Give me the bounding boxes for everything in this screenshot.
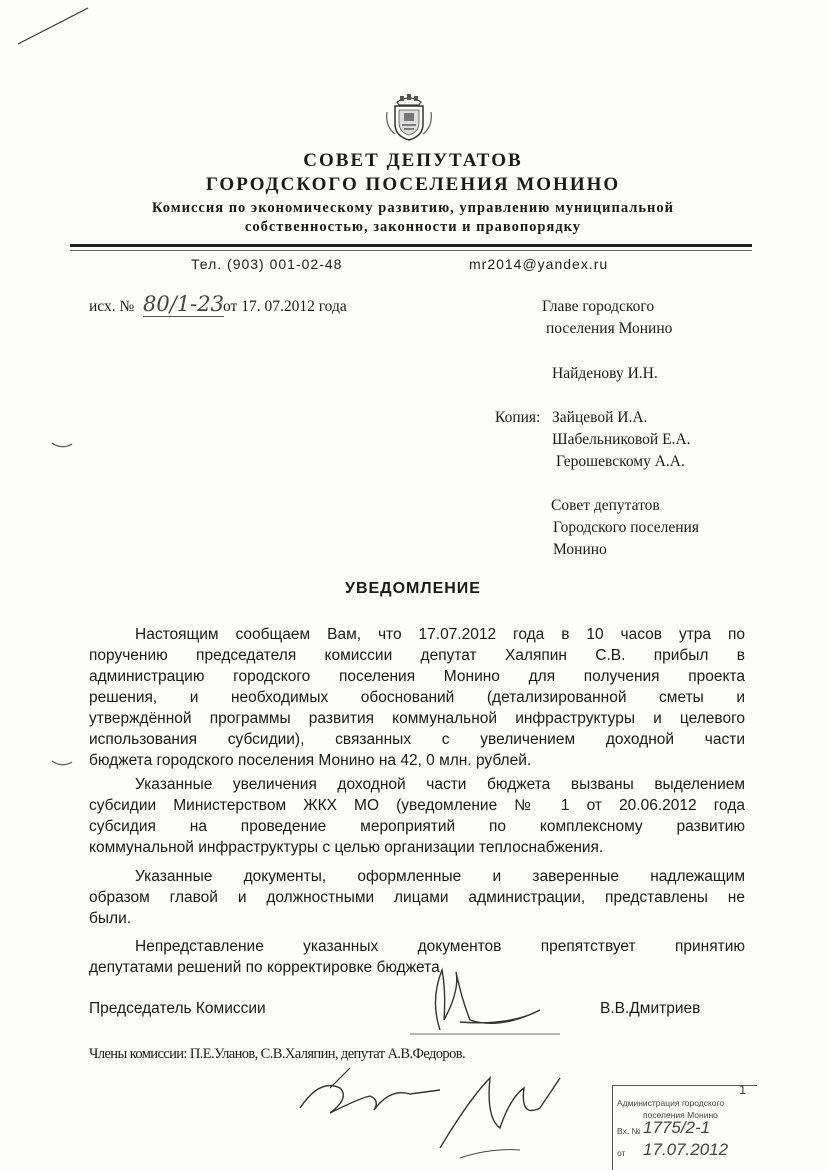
p1-line-4: решения, и необходимых обоснований (детализированной сметы и: [89, 689, 745, 706]
org-title-2: ГОРОДСКОГО ПОСЕЛЕНИЯ МОНИНО: [205, 174, 621, 195]
p1-line-3: администрацию городского поселения Монино для получения проекта: [89, 668, 745, 685]
addressee-name: Найденову И.Н.: [552, 365, 658, 382]
commission-members: Члены комиссии: П.Е.Уланов, С.В.Халяпин, депутат А.В.Федоров.: [89, 1046, 465, 1062]
addressee-line-1: Главе городского: [542, 298, 655, 315]
stamp-in-number: 1775/2-1: [643, 1118, 711, 1137]
p1-line-7: бюджета городского поселения Монино на 42, 0 млн. рублей.: [89, 752, 532, 769]
phone: Тел. (903) 001-02-48: [191, 256, 343, 272]
scan-stroke-mark: [14, 0, 94, 50]
reference-date: от 17. 07.2012 года: [223, 298, 347, 315]
stamp-line-1: Администрация городского: [617, 1098, 725, 1108]
stamp-in-label: Вх. №: [617, 1126, 641, 1136]
p1-line-2: поручению председателя комиссии депутат Халяпин С.В. прибыл в: [89, 647, 745, 664]
p1-line-1: Настоящим сообщаем Вам, что 17.07.2012 года в 10 часов утра по: [135, 626, 745, 643]
commission-line-1: Комиссия по экономическому развитию, управлению муниципальной: [152, 200, 674, 216]
copy-label: Копия:: [495, 409, 541, 426]
stamp-date-label: от: [617, 1148, 626, 1158]
margin-mark: [50, 440, 74, 452]
stamp-number: 1: [739, 1082, 747, 1097]
registration-stamp: [612, 1082, 757, 1170]
header-divider-thin: [70, 250, 752, 251]
member-signatures: [290, 1058, 590, 1169]
council-line-3: Монино: [553, 541, 607, 558]
p2-line-3: субсидия на проведение мероприятий по комплексному развитию: [89, 818, 745, 835]
org-title-1: СОВЕТ ДЕПУТАТОВ: [303, 150, 523, 171]
p4-line-2: депутатами решений по корректировке бюджета.: [89, 959, 445, 976]
copy-recipient-1: Зайцевой И.А.: [552, 409, 648, 426]
p2-line-1: Указанные увеличения доходной части бюджета вызваны выделением: [135, 776, 745, 793]
reference-prefix: исх. №: [89, 298, 135, 315]
copy-recipient-2: Шабельниковой Е.А.: [552, 431, 691, 448]
council-line-1: Совет депутатов: [551, 497, 660, 514]
chair-label: Председатель Комиссии: [89, 1000, 266, 1017]
council-line-2: Городского поселения: [553, 519, 699, 536]
p3-line-3: были.: [89, 910, 132, 927]
chair-name: В.В.Дмитриев: [600, 1000, 701, 1017]
chair-signature: [400, 960, 570, 1040]
reference-number: 80/1-23: [143, 292, 224, 316]
commission-line-2: собственностью, законности и правопорядку: [244, 219, 582, 235]
p3-line-1: Указанные документы, оформленные и заверенные надлежащим: [135, 868, 745, 885]
document-title: УВЕДОМЛЕНИЕ: [345, 580, 481, 597]
addressee-line-2: поселения Монино: [546, 320, 673, 337]
p1-line-5: утверждённой программы развития коммунальной инфраструктуры и целевого: [89, 710, 745, 727]
header-divider: [70, 244, 752, 247]
p2-line-4: коммунальной инфраструктуры с целью организации теплоснабжения.: [89, 839, 604, 856]
stamp-date: 17.07.2012: [643, 1140, 729, 1159]
p2-line-2: субсидии Министерством ЖКХ МО (уведомление № 1 от 20.06.2012 года: [89, 797, 745, 814]
margin-mark: [50, 758, 74, 770]
coat-of-arms-icon: [383, 92, 435, 142]
stamp-line-2: поселения Монино: [643, 1110, 718, 1120]
p3-line-2: образом главой и должностными лицами администрации, представлены не: [89, 889, 745, 906]
p1-line-6: использования субсидии), связанных с увеличением доходной части: [89, 731, 745, 748]
copy-recipient-3: Герошевскому А.А.: [556, 453, 685, 470]
p4-line-1: Непредставление указанных документов препятствует принятию: [135, 938, 745, 955]
email: mr2014@yandex.ru: [469, 256, 609, 272]
